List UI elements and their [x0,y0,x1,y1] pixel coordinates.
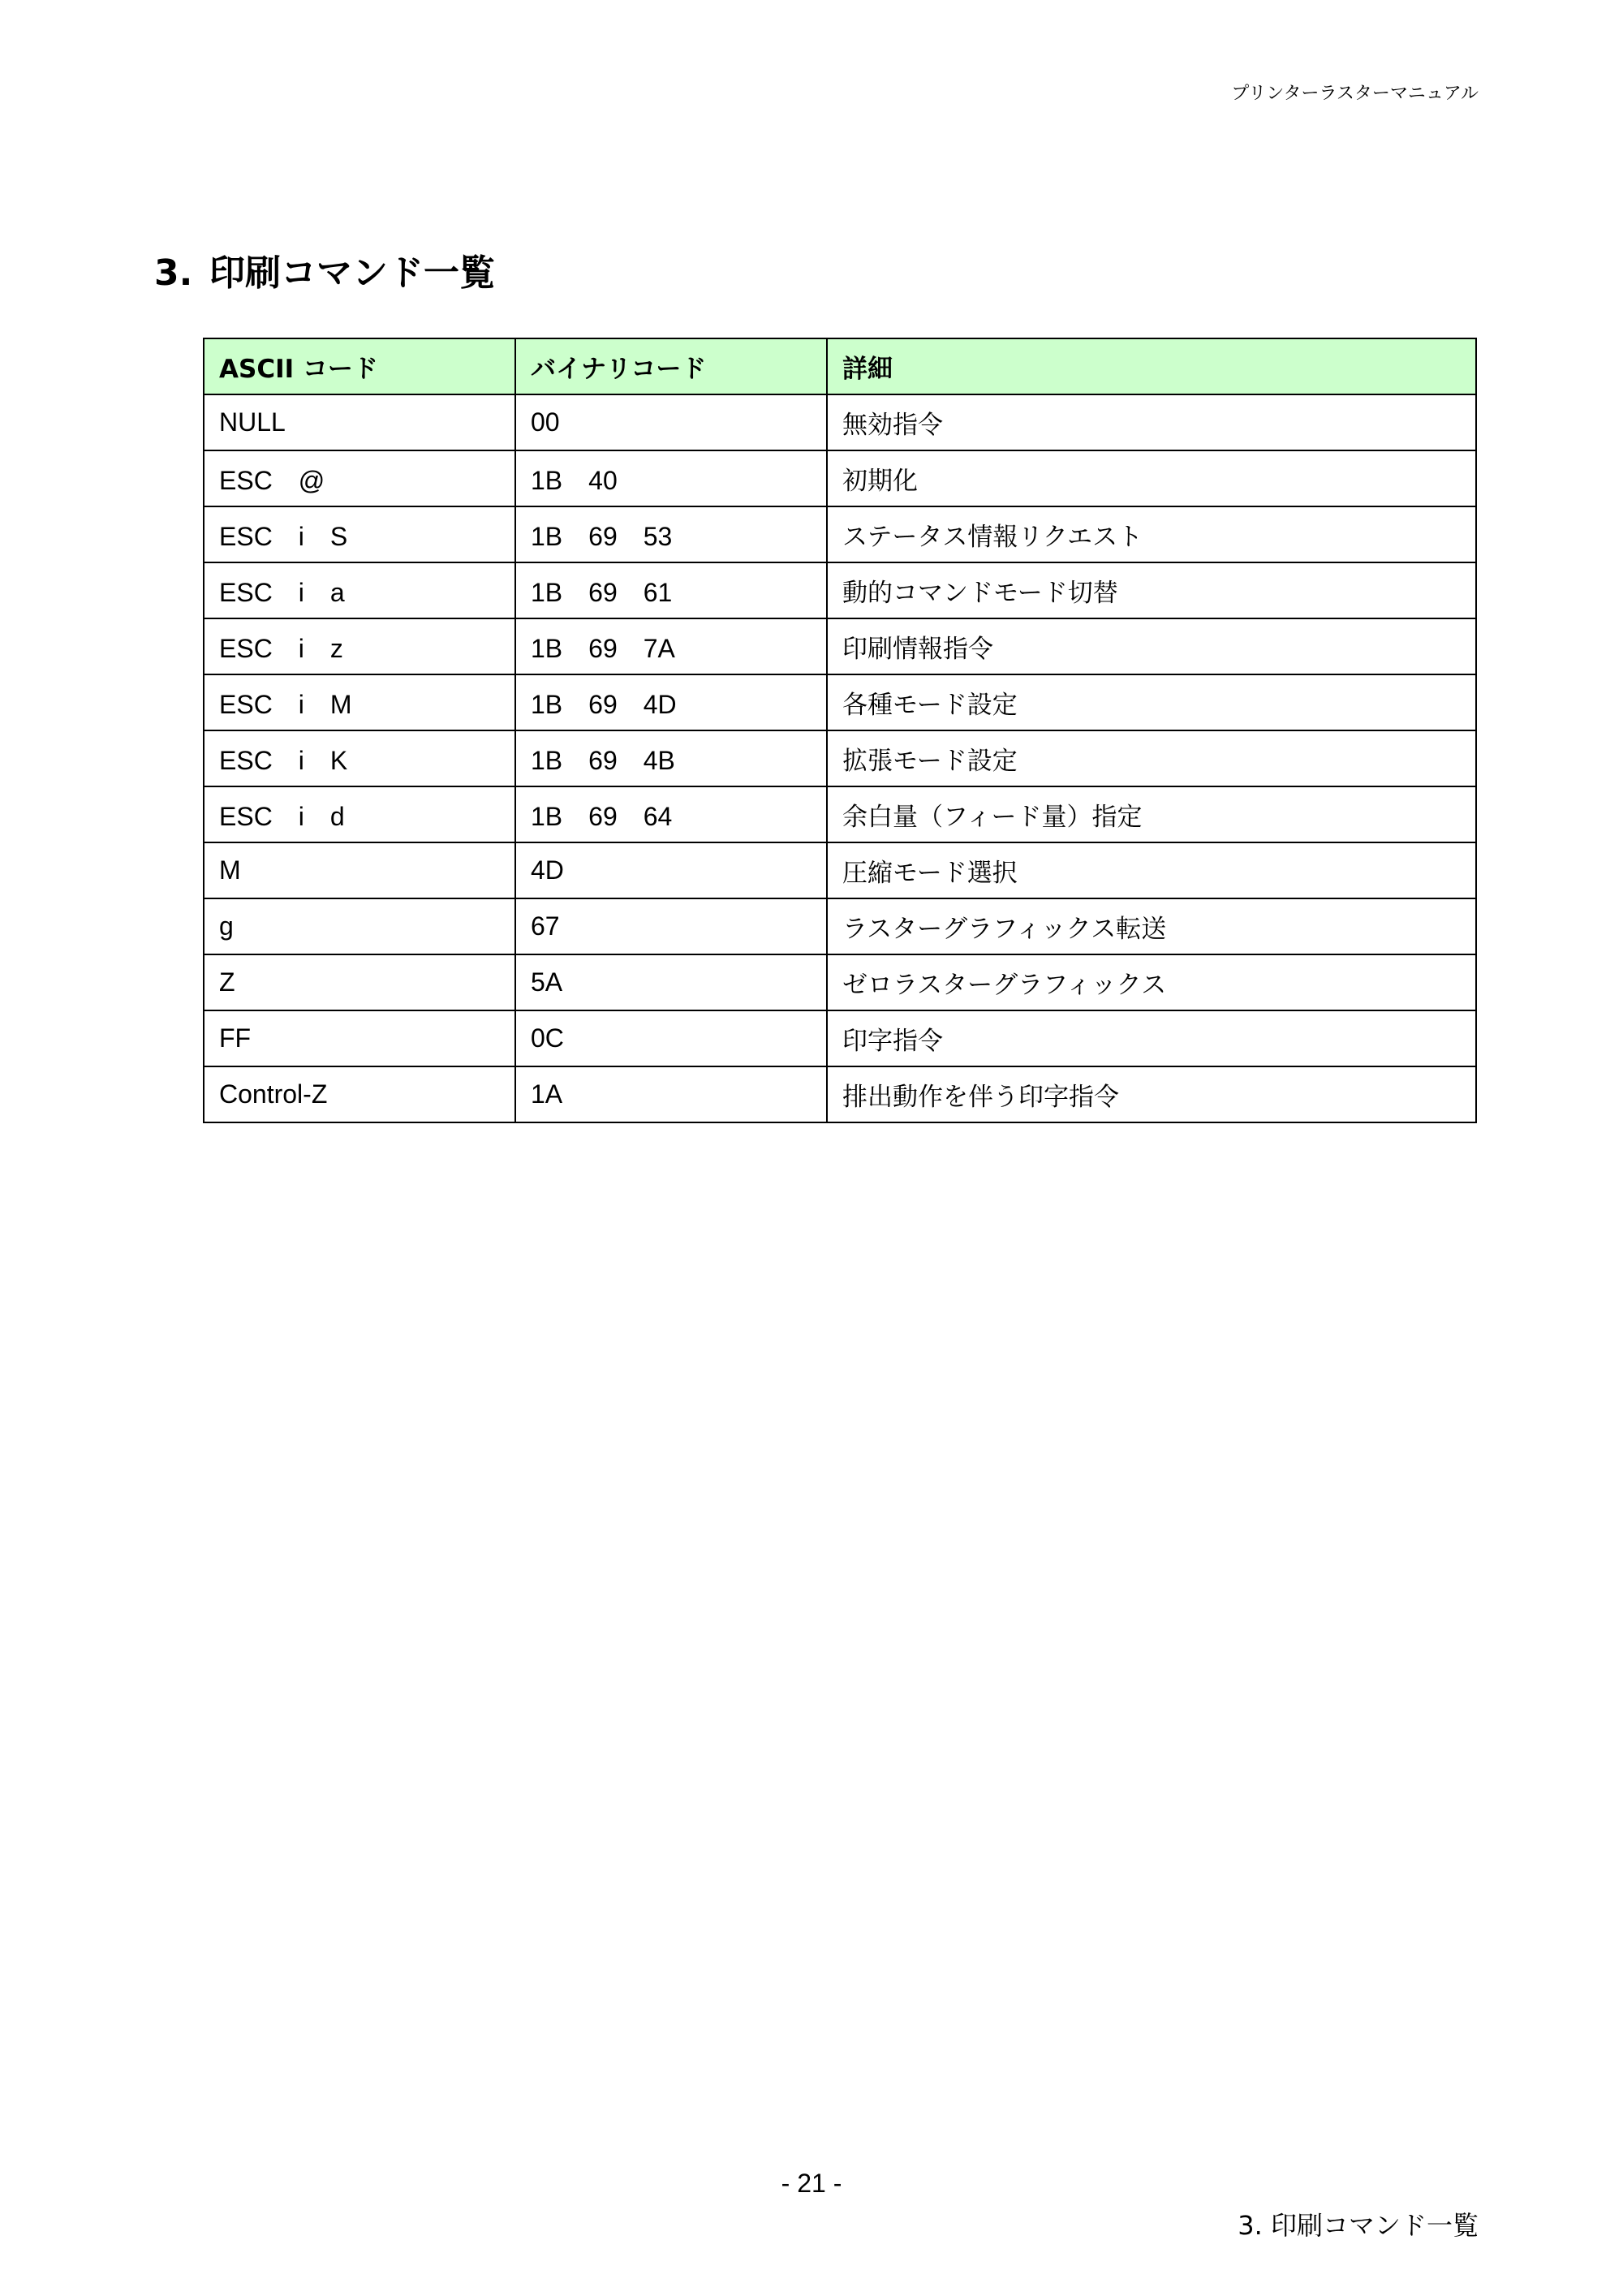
table-row [204,450,1476,506]
ascii-cell: ESC i a [204,562,515,618]
table-row [204,1010,1476,1066]
detail-cell: 圧縮モード選択 [827,842,1476,898]
table-row [204,618,1476,674]
binary-cell: 1B 40 [515,450,827,506]
binary-cell: 00 [515,394,827,450]
running-footer: 3. 印刷コマンド一覧 [1238,2210,1479,2241]
binary-cell: 1B 69 4D [515,674,827,730]
ascii-cell: Control-Z [204,1066,515,1122]
section-number: 3. [154,252,193,294]
binary-cell: 5A [515,954,827,1010]
table-row [204,842,1476,898]
detail-cell: 排出動作を伴う印字指令 [827,1066,1476,1122]
section-title [154,243,495,295]
binary-cell: 67 [515,898,827,954]
ascii-cell: g [204,898,515,954]
table-row [204,394,1476,450]
binary-cell: 1B 69 61 [515,562,827,618]
detail-cell: 無効指令 [827,394,1476,450]
detail-cell: 余白量（フィード量）指定 [827,786,1476,842]
detail-cell: 拡張モード設定 [827,730,1476,786]
detail-cell: 初期化 [827,450,1476,506]
binary-cell: 0C [515,1010,827,1066]
binary-cell: 1B 69 53 [515,506,827,562]
detail-cell: 動的コマンドモード切替 [827,562,1476,618]
binary-cell: 1B 69 4B [515,730,827,786]
table-row [204,786,1476,842]
table-row [204,730,1476,786]
detail-cell: 印刷情報指令 [827,618,1476,674]
ascii-cell: ESC i z [204,618,515,674]
ascii-cell: FF [204,1010,515,1066]
ascii-cell: ESC i S [204,506,515,562]
ascii-cell: M [204,842,515,898]
command-table [203,338,1477,1123]
column-header-ascii: ASCII コード [204,338,515,394]
table-row [204,674,1476,730]
table-row [204,562,1476,618]
ascii-cell: ESC i M [204,674,515,730]
table-row [204,1066,1476,1122]
ascii-cell: ESC @ [204,450,515,506]
binary-cell: 4D [515,842,827,898]
detail-cell: 印字指令 [827,1010,1476,1066]
detail-cell: ステータス情報リクエスト [827,506,1476,562]
ascii-cell: ESC i d [204,786,515,842]
binary-cell: 1B 69 7A [515,618,827,674]
running-header: プリンターラスターマニュアル [1231,84,1479,104]
detail-cell: ゼロラスターグラフィックス [827,954,1476,1010]
ascii-cell: Z [204,954,515,1010]
detail-cell: ラスターグラフィックス転送 [827,898,1476,954]
table-row [204,506,1476,562]
table-header-row [204,338,1476,394]
ascii-cell: NULL [204,394,515,450]
binary-cell: 1A [515,1066,827,1122]
detail-cell: 各種モード設定 [827,674,1476,730]
page-number: - 21 - [781,2169,842,2198]
table-row [204,954,1476,1010]
column-header-detail: 詳細 [827,338,1476,394]
section-title-text: 印刷コマンド一覧 [209,252,495,294]
ascii-cell: ESC i K [204,730,515,786]
binary-cell: 1B 69 64 [515,786,827,842]
column-header-binary: バイナリコード [515,338,827,394]
table-row [204,898,1476,954]
